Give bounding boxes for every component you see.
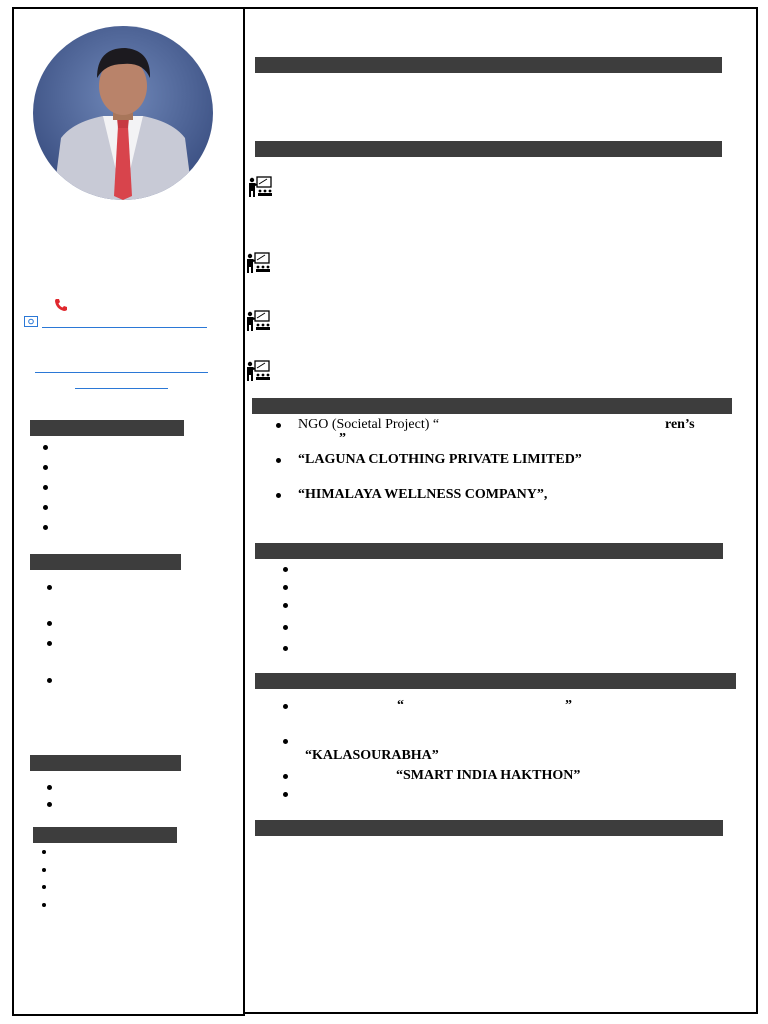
skills-bullet (283, 585, 288, 590)
achievement-close-quote: ” (565, 698, 572, 713)
sidebar-bullet (47, 785, 52, 790)
experience-item-ngo-suffix: ren’s (665, 417, 695, 432)
sidebar-bullet (43, 525, 48, 530)
teacher-board-icon (246, 310, 272, 332)
sidebar-bullet (47, 585, 52, 590)
phone-icon (54, 298, 68, 312)
experience-item-ngo-close: ” (339, 431, 346, 446)
profile-link-underline[interactable] (35, 372, 208, 373)
teacher-board-icon (246, 360, 272, 382)
sidebar-bullet (42, 868, 46, 872)
profile-photo (33, 26, 213, 200)
experience-item-laguna: “LAGUNA CLOTHING PRIVATE LIMITED” (298, 452, 582, 467)
achievement-bullet (283, 792, 288, 797)
sidebar-section-3-header (30, 755, 181, 771)
sidebar-bullet (47, 678, 52, 683)
sidebar-bullet (42, 850, 46, 854)
skills-bullet (283, 603, 288, 608)
achievement-bullet (283, 704, 288, 709)
sidebar-bullet (43, 445, 48, 450)
sidebar-bullet (47, 641, 52, 646)
declaration-header (255, 820, 723, 836)
sidebar-bullet (43, 485, 48, 490)
sidebar-section-2-header (30, 554, 181, 570)
experience-header (252, 398, 732, 414)
teacher-board-icon (246, 252, 272, 274)
training-header (255, 141, 722, 157)
sidebar-bullet (42, 885, 46, 889)
sidebar-bullet (42, 903, 46, 907)
experience-bullet (276, 458, 281, 463)
email-icon (24, 316, 38, 327)
email-link-underline[interactable] (42, 327, 207, 328)
experience-bullet (276, 493, 281, 498)
sidebar-bullet (43, 465, 48, 470)
skills-bullet (283, 625, 288, 630)
experience-item-himalaya: “HIMALAYA WELLNESS COMPANY”, (298, 487, 548, 502)
sidebar-bullet (43, 505, 48, 510)
sidebar-bullet (47, 621, 52, 626)
achievement-kalasourabha: “KALASOURABHA” (305, 748, 439, 763)
achievement-bullet (283, 774, 288, 779)
sidebar-section-1-header (30, 420, 184, 436)
skills-bullet (283, 567, 288, 572)
experience-item-ngo: NGO (Societal Project) “ (298, 417, 440, 432)
achievement-open-quote: “ (397, 698, 404, 713)
right-column-frame (243, 7, 758, 1014)
skills-header (255, 543, 723, 559)
achievements-header (255, 673, 736, 689)
skills-bullet (283, 646, 288, 651)
sidebar-section-4-header (33, 827, 177, 843)
profile-link-underline-2[interactable] (75, 388, 168, 389)
person-photo-icon (33, 26, 213, 200)
sidebar-bullet (47, 802, 52, 807)
teacher-board-icon (248, 176, 274, 198)
achievement-bullet (283, 739, 288, 744)
objective-header (255, 57, 722, 73)
achievement-sih: “SMART INDIA HAKTHON” (396, 768, 581, 783)
experience-bullet (276, 423, 281, 428)
